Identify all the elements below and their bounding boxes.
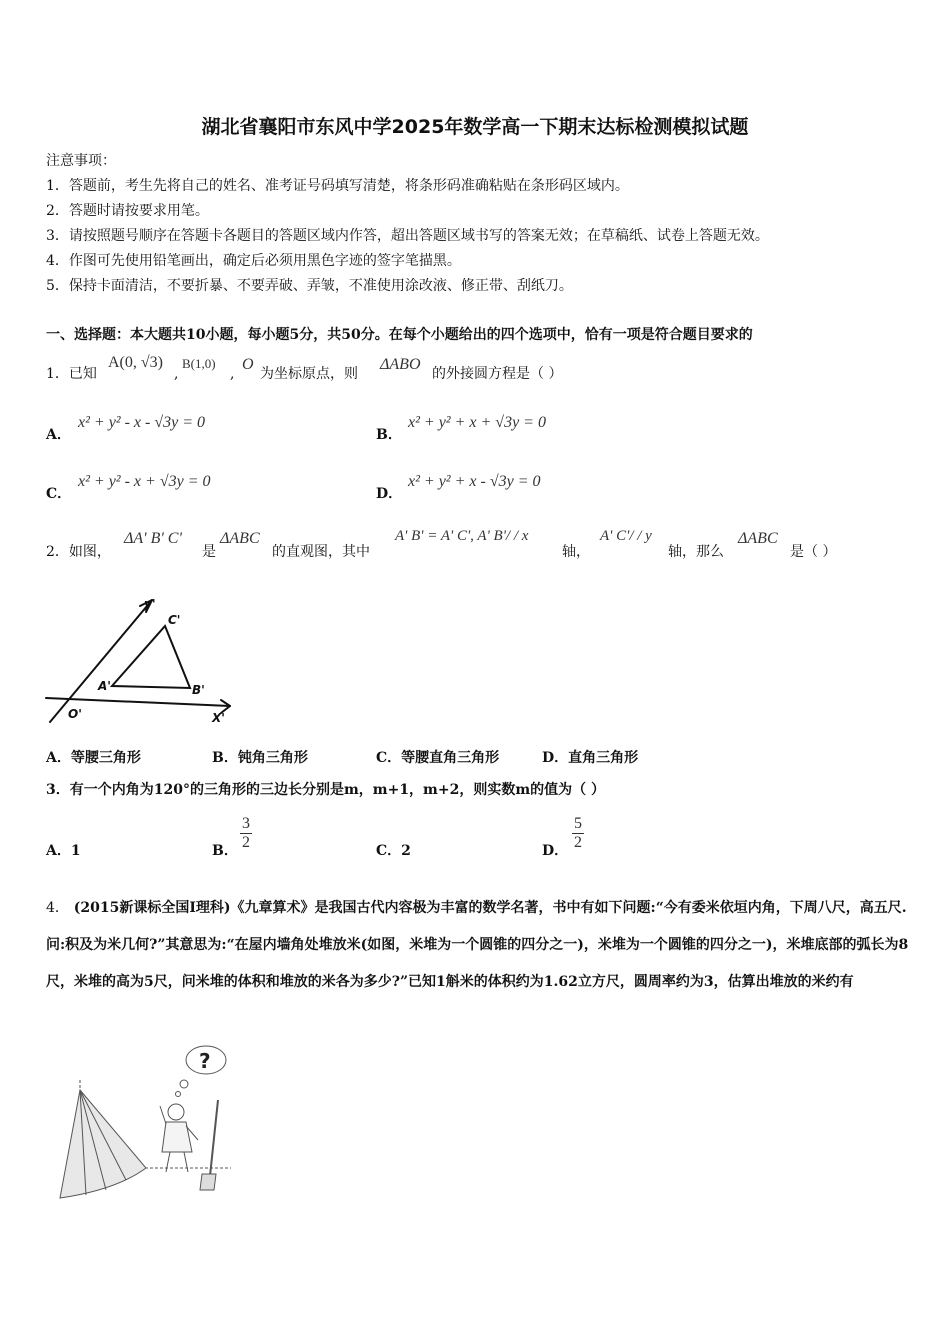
- q3-option-b-label: B．: [212, 843, 238, 859]
- q1-point-a: A(0, √3): [108, 354, 163, 371]
- shovel-handle: [210, 1100, 218, 1176]
- numerator: 3: [242, 815, 250, 832]
- person-leg: [184, 1152, 188, 1172]
- q2-text: 轴，那么: [668, 544, 724, 560]
- notice-item: 1．答题前，考生先将自己的姓名、准考证号码填写清楚，将条形码准确粘贴在条形码区域内。: [46, 178, 629, 194]
- q4-figure: [46, 1040, 236, 1205]
- q4-text: (2015新课标全国I理科)《九章算术》是我国古代内容极为丰富的数学名著，书中有如下问题:“今有委米依垣内角，下周八尺，高五尺.问:积及为米几何?”其意思为:“在屋内墙角处堆放米(如图，米堆为一个圆锥的四分之一)，米堆为一个圆锥的四分之一)，米堆底部的弧长为8尺，米堆的高为5尺，问米堆的体积和堆放的米各为多少?”已知1斛米的体积约为1.62立方尺，圆周率约为3，估算出堆放的米约有: [46, 900, 909, 990]
- q2-tail: 是（ ）: [790, 544, 837, 560]
- q1-comma: ,: [230, 366, 235, 382]
- question-mark-icon: ?: [199, 1049, 211, 1073]
- q2-number: 2．如图，: [46, 544, 111, 560]
- q3-text: 3．有一个内角为120°的三角形的三边长分别是m，m+1，m+2，则实数m的值为（ ）: [46, 782, 606, 798]
- q2-text: 的直观图，其中: [272, 544, 370, 560]
- thought-dot: [180, 1080, 188, 1088]
- notice-heading: 注意事项：: [46, 153, 116, 169]
- q3-option-d-fraction[interactable]: [572, 815, 584, 852]
- q1-option-c[interactable]: x² + y² - x + √3y = 0: [78, 473, 211, 490]
- notice-item: 2．答题时请按要求用笔。: [46, 203, 209, 219]
- q2-figure: [40, 590, 240, 730]
- q1-option-d-label: D．: [376, 486, 403, 502]
- notice-item: 5．保持卡面清洁，不要折暴、不要弄破、弄皱，不准使用涂改液、修正带、刮纸刀。: [46, 278, 573, 294]
- q1-text: 为坐标原点，则: [260, 366, 358, 382]
- q2-triangle-prime: ΔA' B' C': [124, 530, 182, 547]
- q3-option-b-fraction[interactable]: [240, 815, 252, 852]
- q1-triangle: ΔABO: [380, 356, 421, 373]
- q2-triangle: ΔABC: [738, 530, 778, 547]
- q4-paragraph: [46, 890, 914, 1001]
- q2-condition-1: A' B' = A' C', A' B'/ / x: [395, 528, 529, 544]
- q2-option-b[interactable]: B．钝角三角形: [212, 750, 308, 766]
- page-title: 湖北省襄阳市东风中学2025年数学高一下期末达标检测模拟试题: [201, 116, 749, 138]
- q2-option-a[interactable]: A．等腰三角形: [46, 750, 141, 766]
- denominator: 2: [574, 834, 582, 851]
- q2-text: 轴，: [562, 544, 590, 560]
- numerator: 5: [574, 815, 582, 832]
- shovel-blade: [200, 1174, 216, 1190]
- q1-number: 1．已知: [46, 366, 97, 382]
- q4-number: 4．: [46, 900, 69, 916]
- q1-option-b-label: B．: [376, 427, 402, 443]
- person-body: [162, 1122, 192, 1152]
- person-leg: [166, 1152, 170, 1172]
- y-axis: [50, 600, 152, 722]
- rice-cone: [60, 1090, 146, 1198]
- q2-option-d[interactable]: D．直角三角形: [542, 750, 639, 766]
- q1-tail: 的外接圆方程是（ ）: [432, 366, 563, 382]
- section-heading: 一、选择题：本大题共10小题，每小题5分，共50分。在每个小题给出的四个选项中，恰有一项是符合题目要求的: [46, 327, 753, 343]
- q1-option-c-label: C．: [46, 486, 72, 502]
- notice-item: 4．作图可先使用铅笔画出，确定后必须用黑色字迹的签字笔描黑。: [46, 253, 461, 269]
- q1-point-b: B(1,0): [182, 356, 216, 371]
- q3-option-d-label: D．: [542, 843, 569, 859]
- notice-item: 3．请按照题号顺序在答题卡各题目的答题区域内作答，超出答题区域书写的答案无效；在草稿纸、试卷上答题无效。: [46, 228, 769, 244]
- label-a: A': [98, 679, 111, 693]
- q1-option-a[interactable]: x² + y² - x - √3y = 0: [78, 414, 206, 431]
- label-x: X': [212, 711, 225, 725]
- thought-dot: [176, 1092, 181, 1097]
- q1-option-a-label: A．: [46, 427, 71, 443]
- q2-triangle: ΔABC: [220, 530, 260, 547]
- q1-comma: ,: [174, 366, 179, 382]
- q3-option-c[interactable]: C．2: [376, 843, 411, 859]
- q2-condition-2: A' C'/ / y: [600, 528, 652, 544]
- person-head: [168, 1104, 184, 1120]
- denominator: 2: [242, 834, 250, 851]
- q2-option-c[interactable]: C．等腰直角三角形: [376, 750, 500, 766]
- label-y: y': [144, 597, 156, 611]
- person-arm: [160, 1106, 166, 1124]
- q2-text: 是: [202, 544, 216, 560]
- label-o: O': [68, 707, 82, 721]
- q1-option-b[interactable]: x² + y² + x + √3y = 0: [408, 414, 546, 431]
- x-axis: [46, 698, 230, 706]
- q1-point-o: O: [242, 356, 254, 373]
- label-b: B': [192, 683, 205, 697]
- q1-option-d[interactable]: x² + y² + x - √3y = 0: [408, 473, 541, 490]
- label-c: C': [168, 613, 181, 627]
- q3-option-a[interactable]: A．1: [46, 843, 81, 859]
